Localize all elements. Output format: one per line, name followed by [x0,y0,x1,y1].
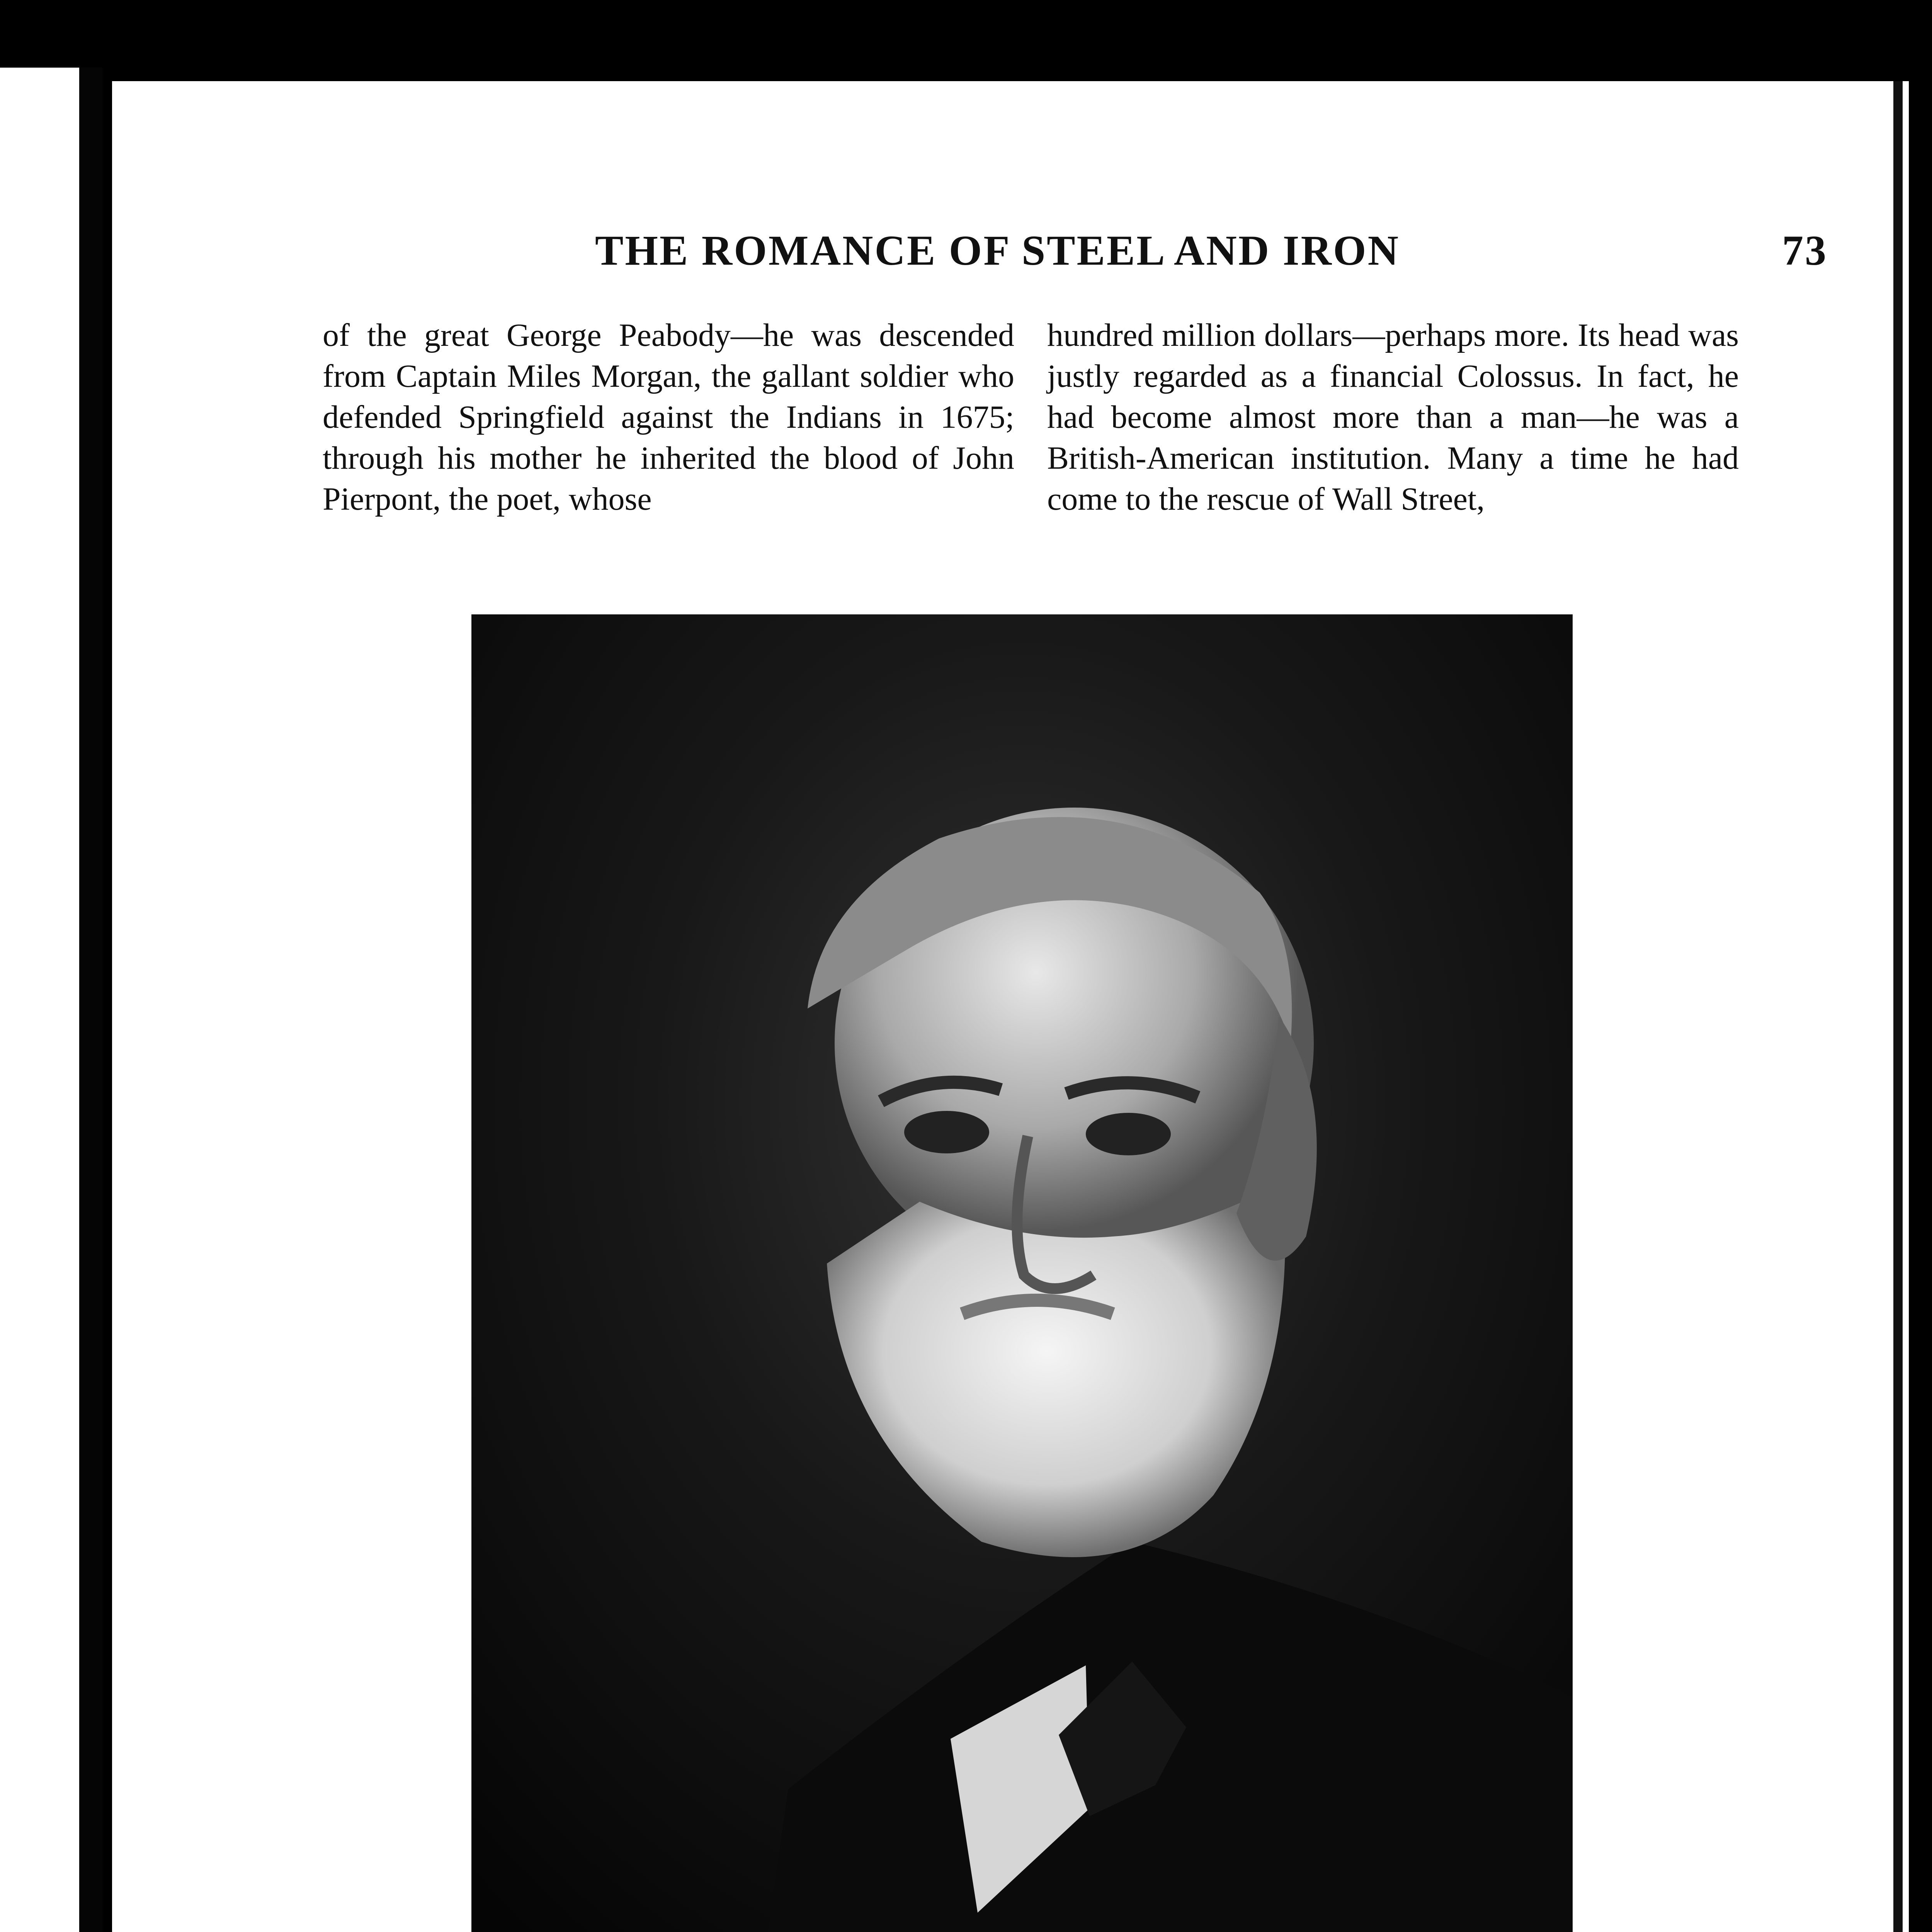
running-title: THE ROMANCE OF STEEL AND IRON [595,227,1400,274]
running-header [112,226,1909,284]
portrait-photograph [471,614,1573,1932]
portrait-illustration [471,614,1573,1932]
book-gutter-shadow [79,68,102,1932]
top-right-paragraph: hundred million dollars—perhaps more. Its head was justly regarded as a financial Colossus. In fact, he had become almost more than a man—he was a British-American institution. Many a time he had come to the rescue of Wall Street, [1047,317,1739,517]
previous-page-edge [0,68,89,1932]
top-right-text-column [1047,315,1739,520]
top-left-paragraph: of the great George Peabody—he was descended from Captain Miles Morgan, the gallant soldier who defended Springfield against the Indians in 1675; through his mother he inherited the blood of John Pierpont, the poet, whose [323,317,1014,517]
page-number: 73 [1782,227,1828,274]
page-right-edge [1893,81,1903,1932]
book-page [112,81,1909,1932]
top-left-text-column [323,315,1014,520]
